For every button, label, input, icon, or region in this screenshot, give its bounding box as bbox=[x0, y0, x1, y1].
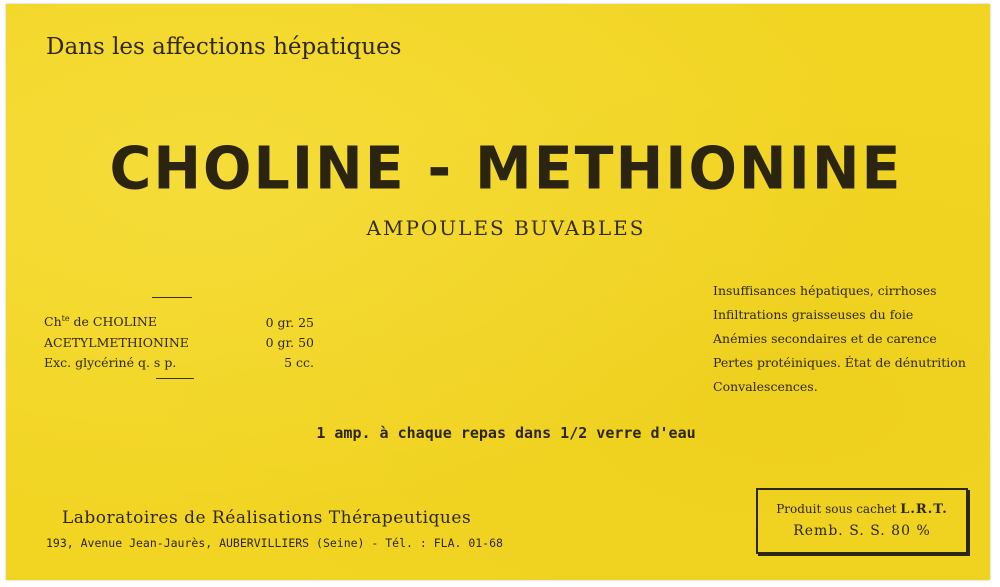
reimbursement-rate: Remb. S. S. 80 % bbox=[793, 523, 931, 539]
indication-item: Anémies secondaires et de carence bbox=[713, 331, 937, 346]
composition-bottom-rule bbox=[156, 378, 194, 379]
reimbursement-brand: L.R.T. bbox=[900, 502, 948, 517]
blotter-card bbox=[6, 4, 990, 580]
product-name: CHOLINE - METHIONINE bbox=[109, 135, 903, 203]
composition-ingredient: Exc. glycériné q. s p. bbox=[44, 354, 177, 370]
indication-item: Infiltrations graisseuses du foie bbox=[713, 307, 914, 322]
indications-list bbox=[713, 279, 966, 399]
indication-item: Pertes protéiniques. État de dénutrition bbox=[713, 355, 966, 370]
composition-ingredient: $Ch^{te}$ de CHOLINE bbox=[44, 314, 157, 330]
composition-top-rule bbox=[152, 297, 192, 298]
composition-amount: 5 cc. bbox=[284, 354, 314, 370]
reimbursement-box bbox=[756, 488, 968, 554]
dosage-instructions: 1 amp. à chaque repas dans 1/2 verre d'eau bbox=[316, 424, 696, 442]
composition-row bbox=[44, 312, 314, 332]
composition-amount: 0 gr. 50 bbox=[265, 334, 314, 350]
composition-ingredient: ACETYLMETHIONINE bbox=[44, 334, 189, 350]
composition-row bbox=[44, 352, 314, 372]
laboratory-name: Laboratoires de Réalisations Thérapeutiques bbox=[62, 508, 472, 528]
indication-item: Convalescences. bbox=[713, 379, 818, 394]
indication-item: Insuffisances hépatiques, cirrhoses bbox=[713, 283, 937, 298]
laboratory-address: 193, Avenue Jean-Jaurès, AUBERVILLIERS (Seine) - Tél. : FLA. 01-68 bbox=[46, 536, 503, 550]
reimbursement-line1: Produit sous cachet L.R.T. bbox=[776, 502, 948, 517]
composition-amount: 0 gr. 25 bbox=[265, 314, 314, 330]
composition-table bbox=[44, 312, 314, 372]
header-line: Dans les affections hépatiques bbox=[46, 34, 402, 60]
product-form: AMPOULES BUVABLES bbox=[366, 216, 646, 240]
composition-row bbox=[44, 332, 314, 352]
